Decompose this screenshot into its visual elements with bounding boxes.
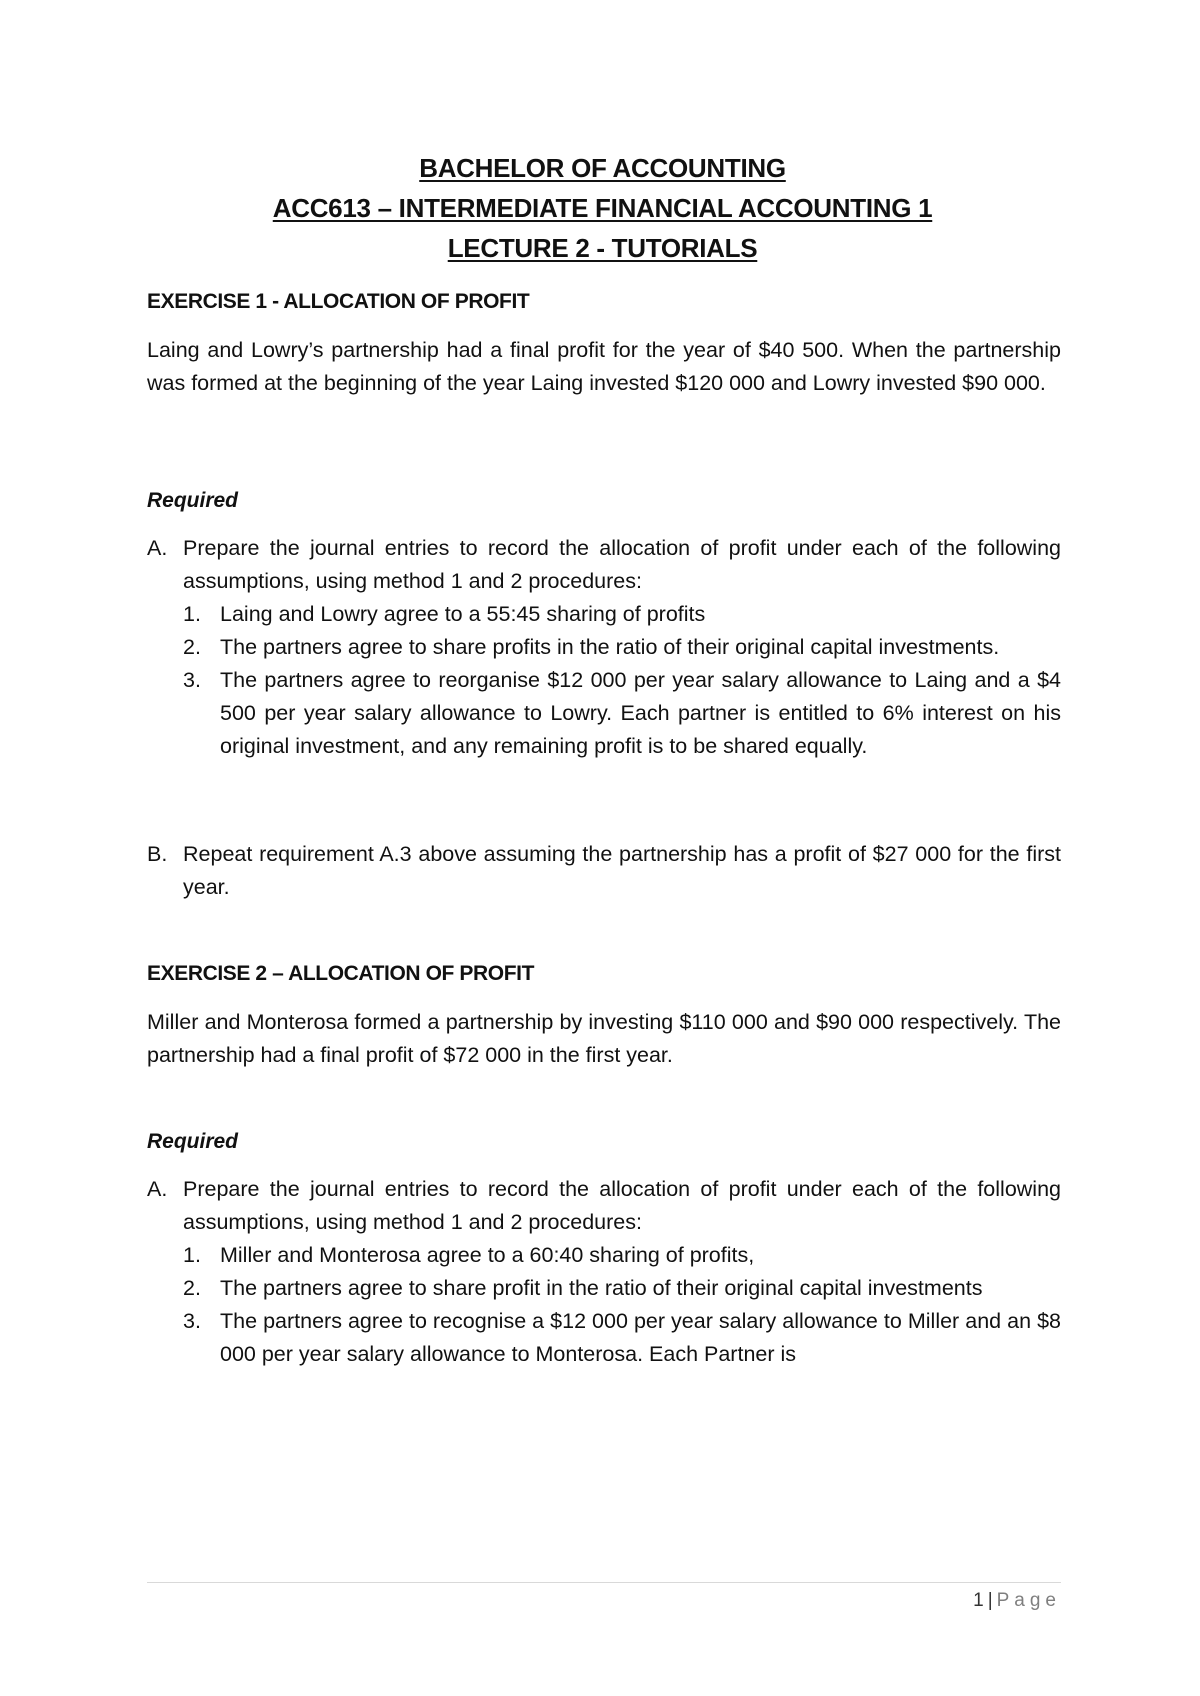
list-item bbox=[183, 1305, 1061, 1371]
list-text: The partners agree to recognise a $12 000 per year salary allowance to Miller and an $8 000 per year salary allowance to Monterosa. Each Partner is bbox=[220, 1309, 1061, 1366]
requirement-letter: A. bbox=[147, 536, 168, 560]
list-item bbox=[183, 1239, 1061, 1272]
requirement-letter: B. bbox=[147, 842, 168, 866]
list-text: Miller and Monterosa agree to a 60:40 sharing of profits, bbox=[220, 1243, 755, 1267]
exercise-1-intro: Laing and Lowry’s partnership had a final profit for the year of $40 500. When the partnership was formed at the beginning of the year Laing invested $120 000 and Lowry invested $90 000. bbox=[147, 338, 1061, 395]
list-item bbox=[183, 598, 1061, 631]
requirement-text: Repeat requirement A.3 above assuming the partnership has a profit of $27 000 for the first year. bbox=[183, 842, 1061, 899]
exercise-1-requirement-b bbox=[147, 838, 1061, 904]
title-line-course: ACC613 – INTERMEDIATE FINANCIAL ACCOUNTING 1 bbox=[272, 193, 933, 223]
list-number: 2. bbox=[183, 635, 201, 659]
page-footer bbox=[973, 1590, 1061, 1612]
document-title-block bbox=[145, 148, 1060, 268]
requirement-list bbox=[183, 598, 1061, 763]
list-text: The partners agree to reorganise $12 000 per year salary allowance to Laing and a $4 500 per year salary allowance to Lowry. Each partner is entitled to 6% interest on his original investment, and any remaining profit is to be shared equally. bbox=[220, 668, 1061, 758]
list-number: 3. bbox=[183, 668, 201, 692]
requirement-letter: A. bbox=[147, 1177, 168, 1201]
list-item bbox=[183, 664, 1061, 763]
list-text: Laing and Lowry agree to a 55:45 sharing of profits bbox=[220, 602, 706, 626]
list-number: 2. bbox=[183, 1276, 201, 1300]
list-item bbox=[183, 1272, 1061, 1305]
requirement-text: Prepare the journal entries to record the allocation of profit under each of the following assumptions, using method 1 and 2 procedures: bbox=[183, 536, 1061, 593]
exercise-1-requirement-a bbox=[147, 532, 1061, 763]
requirement-list bbox=[183, 1239, 1061, 1371]
page-number: 1 bbox=[973, 1590, 984, 1611]
footer-separator: | bbox=[987, 1590, 993, 1611]
list-text: The partners agree to share profits in the ratio of their original capital investments. bbox=[220, 635, 1000, 659]
footer-divider bbox=[147, 1582, 1061, 1583]
exercise-2-requirement-a bbox=[147, 1173, 1061, 1371]
list-number: 1. bbox=[183, 1243, 201, 1267]
exercise-1-heading: EXERCISE 1 - ALLOCATION OF PROFIT bbox=[147, 290, 530, 313]
list-text: The partners agree to share profit in the ratio of their original capital investments bbox=[220, 1276, 983, 1300]
exercise-2-heading: EXERCISE 2 – ALLOCATION OF PROFIT bbox=[147, 962, 534, 985]
exercise-1-required-label: Required bbox=[147, 489, 239, 512]
requirement-text: Prepare the journal entries to record the allocation of profit under each of the following assumptions, using method 1 and 2 procedures: bbox=[183, 1177, 1061, 1234]
exercise-2-intro: Miller and Monterosa formed a partnership by investing $110 000 and $90 000 respectively. The partnership had a final profit of $72 000 in the first year. bbox=[147, 1010, 1061, 1067]
list-number: 1. bbox=[183, 602, 201, 626]
list-item bbox=[183, 631, 1061, 664]
title-line-program: BACHELOR OF ACCOUNTING bbox=[419, 153, 786, 183]
title-line-lecture: LECTURE 2 - TUTORIALS bbox=[447, 233, 758, 263]
exercise-2-required-label: Required bbox=[147, 1130, 239, 1153]
list-number: 3. bbox=[183, 1309, 201, 1333]
page-word: Page bbox=[996, 1590, 1061, 1611]
